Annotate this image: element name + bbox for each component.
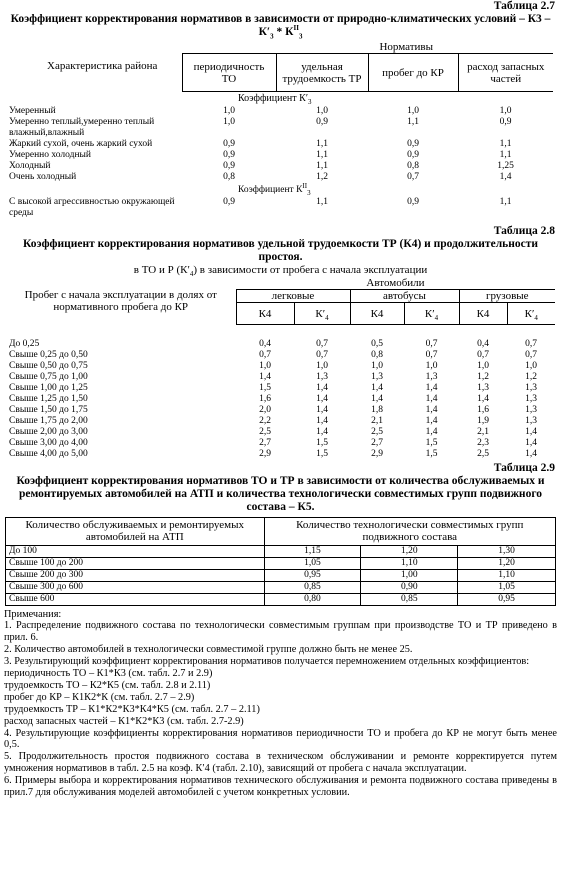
row-label: С высокой агрессивностью окружающей среды bbox=[9, 197, 175, 218]
cell-value: 1,4 bbox=[316, 382, 328, 393]
table-2-9-caption: Таблица 2.9 bbox=[493, 461, 555, 474]
row-label: До 0,25 bbox=[9, 338, 40, 349]
cell-value: 1,3 bbox=[371, 371, 383, 382]
cell-value: 1,4 bbox=[316, 426, 328, 437]
cell-value: 1,30 bbox=[458, 545, 556, 557]
cell-value: 1,4 bbox=[371, 382, 383, 393]
table-row bbox=[6, 197, 553, 219]
cell-value: 0,90 bbox=[361, 581, 458, 593]
header-col: периодичность ТО bbox=[182, 54, 276, 92]
cell-value: 1,4 bbox=[425, 393, 438, 404]
cell-value: 1,4 bbox=[425, 382, 438, 393]
header-group: автобусы bbox=[350, 290, 459, 303]
table-row bbox=[6, 172, 553, 183]
cell-value: 1,1 bbox=[499, 150, 512, 160]
cell-value: 1,0 bbox=[525, 360, 537, 371]
cell-value: 1,3 bbox=[525, 382, 537, 393]
table-2-8-caption: Таблица 2.8 bbox=[493, 225, 555, 237]
cell-value: 1,2 bbox=[316, 172, 328, 182]
table-2-7-title: Коэффициент корректирования нормативов в зависимости от природно-климатических условий – $К3 - К'_3 * К^{II}_3$ bbox=[10, 13, 551, 41]
header-k4-prime: $К'_4$ bbox=[294, 303, 350, 325]
header-group-count: Количество технологически совместимых групп подвижного состава bbox=[264, 517, 555, 545]
cell-value: 1,20 bbox=[458, 557, 556, 569]
row-label: Очень холодный bbox=[9, 172, 77, 182]
header-k4-prime: $К'_4$ bbox=[404, 303, 459, 325]
cell-value: 2,1 bbox=[371, 415, 383, 426]
cell-value: 1,00 bbox=[361, 569, 458, 581]
cell-value: 1,3 bbox=[525, 415, 537, 426]
row-label: Свыше 300 до 600 bbox=[6, 581, 265, 593]
cell-value: 1,5 bbox=[425, 437, 438, 448]
row-label: Свыше 0,50 до 0,75 bbox=[9, 360, 88, 371]
cell-value: 1,5 bbox=[425, 448, 438, 459]
cell-value: 1,05 bbox=[458, 581, 556, 593]
cell-value: 1,5 bbox=[316, 437, 328, 448]
cell-value: 1,4 bbox=[499, 172, 512, 182]
cell-value: 1,0 bbox=[425, 360, 438, 371]
cell-value: 0,4 bbox=[259, 338, 271, 349]
table-row bbox=[6, 581, 556, 593]
coefficient-label: Коэффициент $К^{II}_3$ bbox=[238, 181, 311, 197]
table-row bbox=[6, 427, 555, 438]
table-2-9-title: Коэффициент корректирования нормативов ТО и ТР в зависимости от количества обслуживаемых и ремонтируемых автомобилей на АТП и количества технологически совместимых групп подвижного состава – К5. bbox=[16, 474, 545, 513]
table-row bbox=[6, 394, 555, 405]
cell-value: 0,7 bbox=[477, 349, 489, 360]
table-2-8 bbox=[6, 277, 555, 460]
table-row bbox=[6, 361, 555, 372]
cell-value: 0,9 bbox=[223, 139, 235, 149]
cell-value: 1,3 bbox=[425, 371, 438, 382]
cell-value: 2,0 bbox=[259, 404, 271, 415]
formula-line: трудоемкость ТР – К1*К2*К3*К4*К5 (см. табл. 2.7 – 2.11) bbox=[4, 703, 260, 715]
cell-value: 1,0 bbox=[223, 106, 235, 116]
cell-value: 1,0 bbox=[316, 360, 328, 371]
cell-value: 2,9 bbox=[371, 448, 383, 459]
table-row bbox=[6, 449, 555, 460]
cell-value: 1,2 bbox=[525, 371, 537, 382]
notes bbox=[0, 609, 561, 800]
cell-value: 1,1 bbox=[499, 197, 512, 207]
cell-value: 1,4 bbox=[425, 415, 438, 426]
row-label: Свыше 0,75 до 1,00 bbox=[9, 371, 88, 382]
table-row bbox=[6, 557, 556, 569]
cell-value: 1,10 bbox=[361, 557, 458, 569]
row-label: Свыше 100 до 200 bbox=[6, 557, 265, 569]
notes-heading: Примечания: bbox=[4, 608, 62, 620]
cell-value: 0,9 bbox=[223, 150, 235, 160]
cell-value: 0,7 bbox=[407, 172, 419, 182]
cell-value: 1,5 bbox=[259, 382, 271, 393]
cell-value: 2,3 bbox=[477, 437, 489, 448]
cell-value: 1,9 bbox=[477, 415, 489, 426]
cell-value: 0,9 bbox=[407, 150, 419, 160]
cell-value: 1,1 bbox=[316, 197, 328, 207]
cell-value: 0,7 bbox=[425, 349, 438, 360]
cell-value: 1,0 bbox=[499, 106, 512, 116]
table-2-7-caption: Таблица 2.7 bbox=[493, 0, 555, 12]
header-k4: К4 bbox=[350, 303, 404, 325]
cell-value: 0,7 bbox=[425, 338, 438, 349]
header-group: грузовые bbox=[459, 290, 555, 303]
cell-value: 1,4 bbox=[525, 437, 537, 448]
row-label: Умеренный bbox=[9, 106, 56, 116]
table-2-7 bbox=[6, 41, 553, 219]
cell-value: 1,5 bbox=[316, 448, 328, 459]
header-characteristic: Характеристика района bbox=[47, 60, 158, 73]
header-vehicles: Автомобили bbox=[236, 277, 555, 290]
row-label: Свыше 1,50 до 1,75 bbox=[9, 404, 88, 415]
cell-value: 0,8 bbox=[371, 349, 383, 360]
row-label: Умеренно теплый,умеренно теплый влажный,влажный bbox=[9, 117, 155, 138]
cell-value: 0,4 bbox=[477, 338, 489, 349]
cell-value: 2,9 bbox=[259, 448, 271, 459]
cell-value: 1,20 bbox=[361, 545, 458, 557]
cell-value: 1,15 bbox=[264, 545, 361, 557]
table-2-8-title: Коэффициент корректирования нормативов удельной трудоемкости ТР (К4) и продолжительности простоя. bbox=[23, 238, 538, 263]
cell-value: 0,9 bbox=[223, 161, 235, 171]
formula-line: расход запасных частей – К1*К2*К3 (см. табл. 2.7-2.9) bbox=[4, 715, 244, 727]
row-label: Жаркий сухой, очень жаркий сухой bbox=[9, 139, 153, 149]
cell-value: 1,25 bbox=[497, 161, 514, 171]
cell-value: 0,7 bbox=[525, 349, 537, 360]
cell-value: 1,4 bbox=[525, 448, 537, 459]
header-col: расход запасных частей bbox=[458, 54, 553, 92]
cell-value: 1,10 bbox=[458, 569, 556, 581]
table-row bbox=[6, 383, 555, 394]
note-3: 3. Результирующий коэффициент корректирования нормативов получается перемножением отдельных коэффициентов: bbox=[4, 656, 530, 668]
cell-value: 1,0 bbox=[223, 117, 235, 127]
row-label: Свыше 200 до 300 bbox=[6, 569, 265, 581]
row-label: Свыше 0,25 до 0,50 bbox=[9, 349, 88, 360]
table-row bbox=[6, 372, 555, 383]
header-col: пробег до КР bbox=[368, 54, 458, 92]
cell-value: 0,7 bbox=[525, 338, 537, 349]
cell-value: 2,7 bbox=[259, 437, 271, 448]
cell-value: 2,5 bbox=[259, 426, 271, 437]
cell-value: 1,3 bbox=[525, 404, 537, 415]
cell-value: 1,4 bbox=[477, 393, 489, 404]
cell-value: 1,4 bbox=[316, 404, 328, 415]
table-row bbox=[6, 569, 556, 581]
cell-value: 0,9 bbox=[223, 197, 235, 207]
row-label: Свыше 3,00 до 4,00 bbox=[9, 437, 88, 448]
cell-value: 1,3 bbox=[316, 371, 328, 382]
cell-value: 1,4 bbox=[525, 426, 537, 437]
row-label: Свыше 1,00 до 1,25 bbox=[9, 382, 88, 393]
cell-value: 2,2 bbox=[259, 415, 271, 426]
cell-value: 0,85 bbox=[264, 581, 361, 593]
cell-value: 1,0 bbox=[407, 106, 419, 116]
cell-value: 1,0 bbox=[477, 360, 489, 371]
cell-value: 1,0 bbox=[316, 106, 328, 116]
row-label: Свыше 4,00 до 5,00 bbox=[9, 448, 88, 459]
cell-value: 0,7 bbox=[316, 349, 328, 360]
header-group: легковые bbox=[236, 290, 350, 303]
table-2-8-subtitle: в ТО и Р $(К'_4)$ в зависимости от пробега с начала эксплуатации bbox=[133, 264, 428, 279]
cell-value: 1,4 bbox=[425, 404, 438, 415]
row-label: Свыше 600 bbox=[6, 593, 265, 605]
cell-value: 1,4 bbox=[425, 426, 438, 437]
cell-value: 1,05 bbox=[264, 557, 361, 569]
row-label: Умеренно холодный bbox=[9, 150, 91, 160]
cell-value: 0,7 bbox=[259, 349, 271, 360]
cell-value: 2,1 bbox=[477, 426, 489, 437]
cell-value: 0,85 bbox=[361, 593, 458, 605]
cell-value: 1,1 bbox=[316, 150, 328, 160]
table-row bbox=[6, 545, 556, 557]
cell-value: 0,8 bbox=[223, 172, 235, 182]
cell-value: 1,2 bbox=[477, 371, 489, 382]
header-normatives: Нормативы bbox=[182, 41, 553, 54]
cell-value: 1,4 bbox=[371, 393, 383, 404]
row-label: Свыше 1,25 до 1,50 bbox=[9, 393, 88, 404]
coefficient-label: Коэффициент $К'_3$ bbox=[238, 93, 312, 106]
note-2: 2. Количество автомобилей в технологически совместимой группе должно быть не менее 25. bbox=[4, 644, 413, 656]
row-label: Свыше 2,00 до 3,00 bbox=[9, 426, 88, 437]
table-row bbox=[6, 106, 553, 117]
table-row bbox=[6, 117, 553, 139]
row-label: Свыше 1,75 до 2,00 bbox=[9, 415, 88, 426]
formula-line: трудоемкость ТО – К2*К5 (см. табл. 2.8 и 2.11) bbox=[4, 679, 211, 691]
cell-value: 1,1 bbox=[407, 117, 419, 127]
table-row bbox=[6, 350, 555, 361]
table-row bbox=[6, 416, 555, 427]
header-k4: К4 bbox=[236, 303, 294, 325]
cell-value: 0,9 bbox=[499, 117, 512, 127]
table-row bbox=[6, 593, 556, 605]
table-row bbox=[6, 339, 555, 350]
table-row bbox=[6, 405, 555, 416]
table-row bbox=[6, 150, 553, 161]
note-4: 4. Результирующие коэффициенты корректирования нормативов периодичности ТО и пробега до КР не могут быть менее 0,5. bbox=[4, 727, 557, 751]
cell-value: 1,1 bbox=[499, 139, 512, 149]
cell-value: 2,5 bbox=[371, 426, 383, 437]
cell-value: 0,7 bbox=[316, 338, 328, 349]
header-mileage: Пробег с начала эксплуатации в долях от нормативного пробега до КР bbox=[24, 288, 217, 313]
header-k4-prime: $К'_4$ bbox=[507, 303, 555, 325]
cell-value: 0,9 bbox=[407, 197, 419, 207]
formula-line: периодичность ТО – К1*К3 (см. табл. 2.7 и 2.9) bbox=[4, 668, 213, 680]
cell-value: 2,7 bbox=[371, 437, 383, 448]
note-1: 1. Распределение подвижного состава по технологически совместимым группам при производстве ТО и ТР приведено в прил. 6. bbox=[4, 620, 557, 644]
header-k4: К4 bbox=[459, 303, 507, 325]
row-label: Холодный bbox=[9, 161, 51, 171]
table-2-9 bbox=[5, 517, 556, 606]
cell-value: 0,80 bbox=[264, 593, 361, 605]
cell-value: 1,8 bbox=[371, 404, 383, 415]
cell-value: 1,0 bbox=[371, 360, 383, 371]
cell-value: 1,6 bbox=[477, 404, 489, 415]
cell-value: 1,4 bbox=[316, 415, 328, 426]
header-col: удельная трудоемкость ТР bbox=[276, 54, 368, 92]
cell-value: 1,1 bbox=[316, 161, 328, 171]
header-vehicle-count: Количество обслуживаемых и ремонтируемых автомобилей на АТП bbox=[6, 517, 265, 545]
note-6: 6. Примеры выбора и корректирования нормативов технического обслуживания и ремонта подвижного состава приведены в прил.7 для обслуживания моделей автомобилей с учетом конкретных условии. bbox=[4, 775, 557, 799]
table-row bbox=[6, 139, 553, 150]
cell-value: 0,95 bbox=[264, 569, 361, 581]
table-row bbox=[6, 161, 553, 172]
cell-value: 0,8 bbox=[407, 161, 419, 171]
cell-value: 2,5 bbox=[477, 448, 489, 459]
cell-value: 1,3 bbox=[477, 382, 489, 393]
note-5: 5. Продолжительность простоя подвижного состава в техническом обслуживании и ремонте корректируется путем умножения нормативов в табл. 2.5 на коэф. К′4 (табл. 2.10), зависящий от пробега с начала эксплуатации. bbox=[4, 751, 557, 775]
cell-value: 1,1 bbox=[316, 139, 328, 149]
cell-value: 1,0 bbox=[259, 360, 271, 371]
cell-value: 0,9 bbox=[316, 117, 328, 127]
formula-line: пробег до КР – К1К2*К (см. табл. 2.7 – 2.9) bbox=[4, 691, 195, 703]
cell-value: 0,95 bbox=[458, 593, 556, 605]
cell-value: 0,5 bbox=[371, 338, 383, 349]
cell-value: 1,6 bbox=[259, 393, 271, 404]
cell-value: 1,4 bbox=[259, 371, 271, 382]
cell-value: 1,4 bbox=[316, 393, 328, 404]
cell-value: 0,9 bbox=[407, 139, 419, 149]
cell-value: 1,3 bbox=[525, 393, 537, 404]
table-row bbox=[6, 438, 555, 449]
row-label: До 100 bbox=[6, 545, 265, 557]
